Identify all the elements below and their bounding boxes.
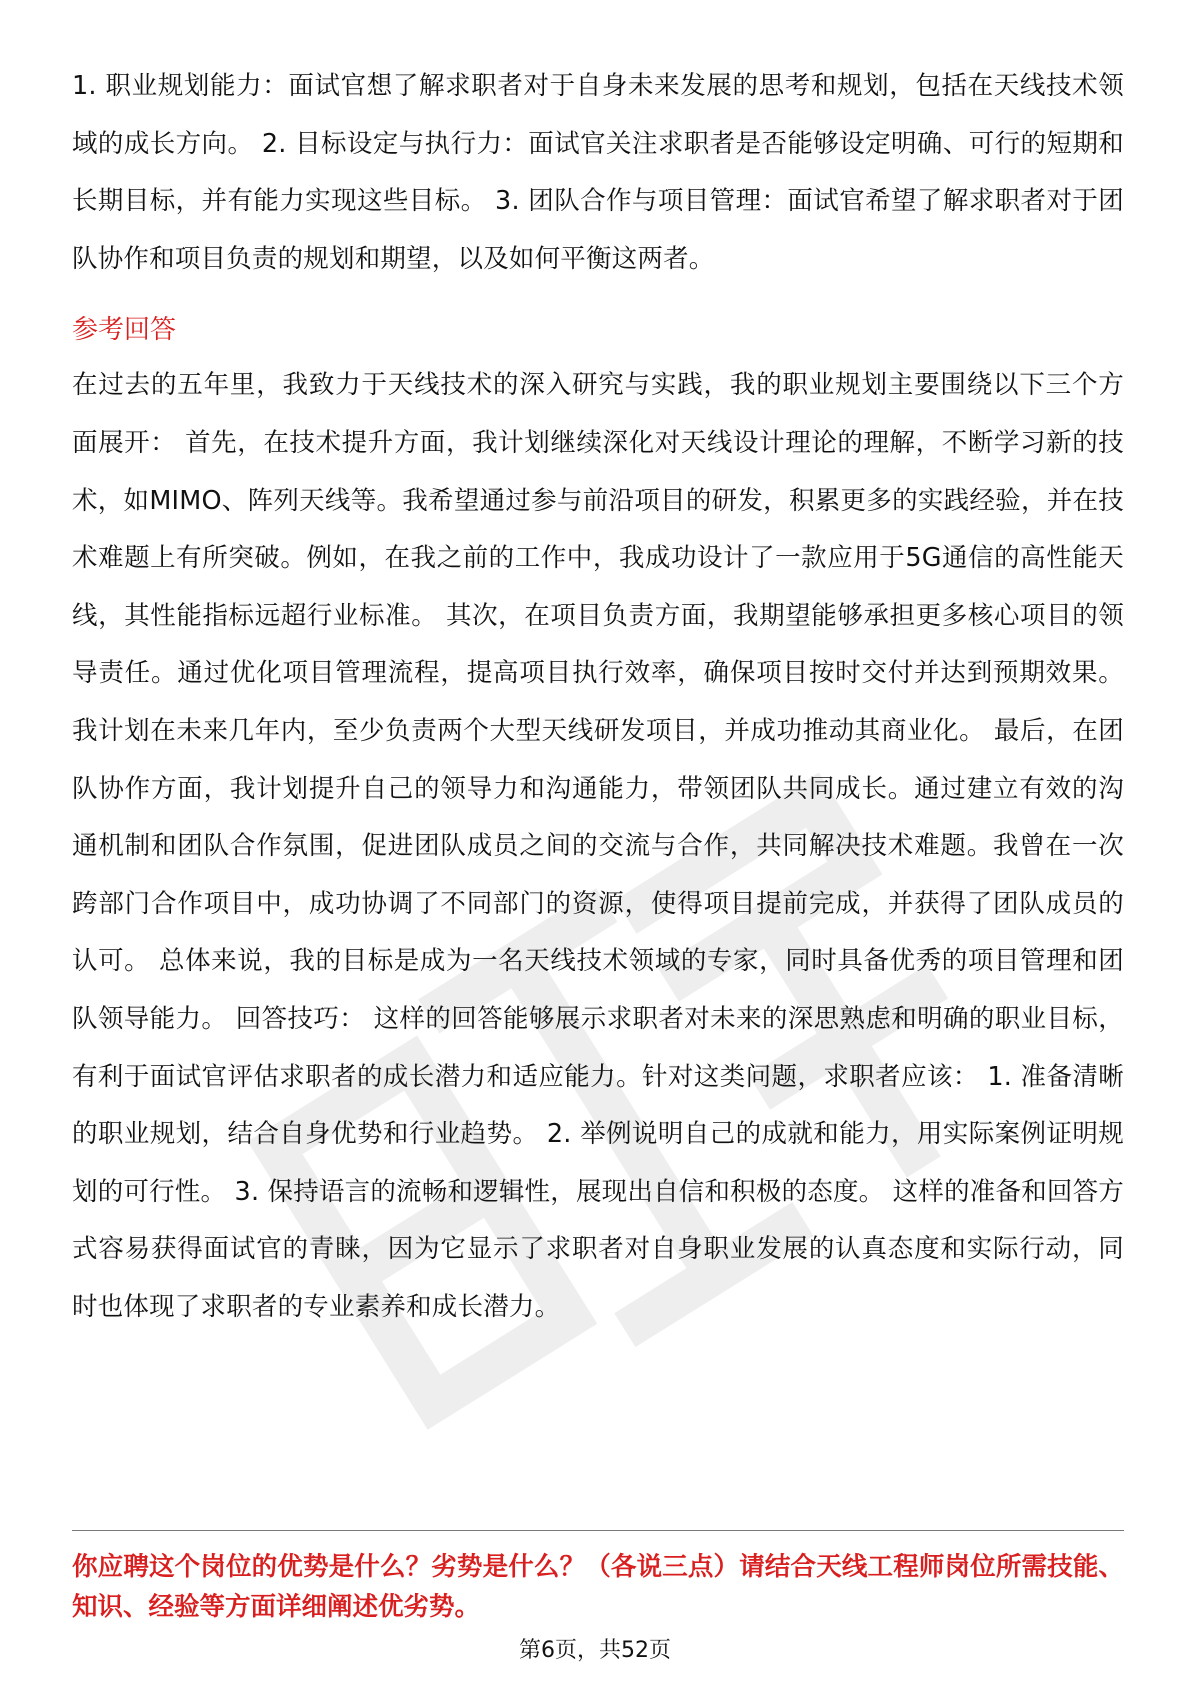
reference-answer-heading: 参考回答 <box>72 315 177 346</box>
section-divider <box>72 1530 1124 1531</box>
reference-answer-body: 在过去的五年里，我致力于天线技术的深入研究与实践，我的职业规划主要围绕以下三个方面展开： 首先，在技术提升方面，我计划继续深化对天线设计理论的理解，不断学习新的技术，如MIMO、阵列天线等。我希望通过参与前沿项目的研发，积累更多的实践经验，并在技术难题上有所突破。例如，在我之前的工作中，我成功设计了一款应用于5G通信的高性能天线，其性能指标远超行业标准。 其次，在项目负责方面，我期望能够承担更多核心项目的领导责任。通过优化项目管理流程，提高项目执行效率，确保项目按时交付并达到预期效果。我计划在未来几年内，至少负责两个大型天线研发项目，并成功推动其商业化。 最后，在团队协作方面，我计划提升自己的领导力和沟通能力，带领团队共同成长。通过建立有效的沟通机制和团队合作氛围，促进团队成员之间的交流与合作，共同解决技术难题。我曾在一次跨部门合作项目中，成功协调了不同部门的资源，使得项目提前完成，并获得了团队成员的认可。 总体来说，我的目标是成为一名天线技术领域的专家，同时具备优秀的项目管理和团队领导能力。 回答技巧： 这样的回答能够展示求职者对未来的深思熟虑和明确的职业目标，有利于面试官评估求职者的成长潜力和适应能力。针对这类问题，求职者应该： 1. 准备清晰的职业规划，结合自身优势和行业趋势。 2. 举例说明自己的成就和能力，用实际案例证明规划的可行性。 3. 保持语言的流畅和逻辑性，展现出自信和积极的态度。 这样的准备和回答方式容易获得面试官的青睐，因为它显示了求职者对自身职业发展的认真态度和实际行动，同时也体现了求职者的专业素养和成长潜力。 <box>72 370 1124 1322</box>
intro-paragraph: 1. 职业规划能力：面试官想了解求职者对于自身未来发展的思考和规划，包括在天线技术领域的成长方向。 2. 目标设定与执行力：面试官关注求职者是否能够设定明确、可行的短期和长期目标，并有能力实现这些目标。 3. 团队合作与项目管理：面试官希望了解求职者对于团队协作和项目负责的规划和期望，以及如何平衡这两者。 <box>72 71 1124 274</box>
next-question-heading: 你应聘这个岗位的优势是什么？劣势是什么？（各说三点）请结合天线工程师岗位所需技能、知识、经验等方面详细阐述优劣势。 <box>72 1552 1124 1622</box>
document-body <box>72 58 1124 1336</box>
page-number: 第6页，共52页 <box>519 1638 671 1663</box>
